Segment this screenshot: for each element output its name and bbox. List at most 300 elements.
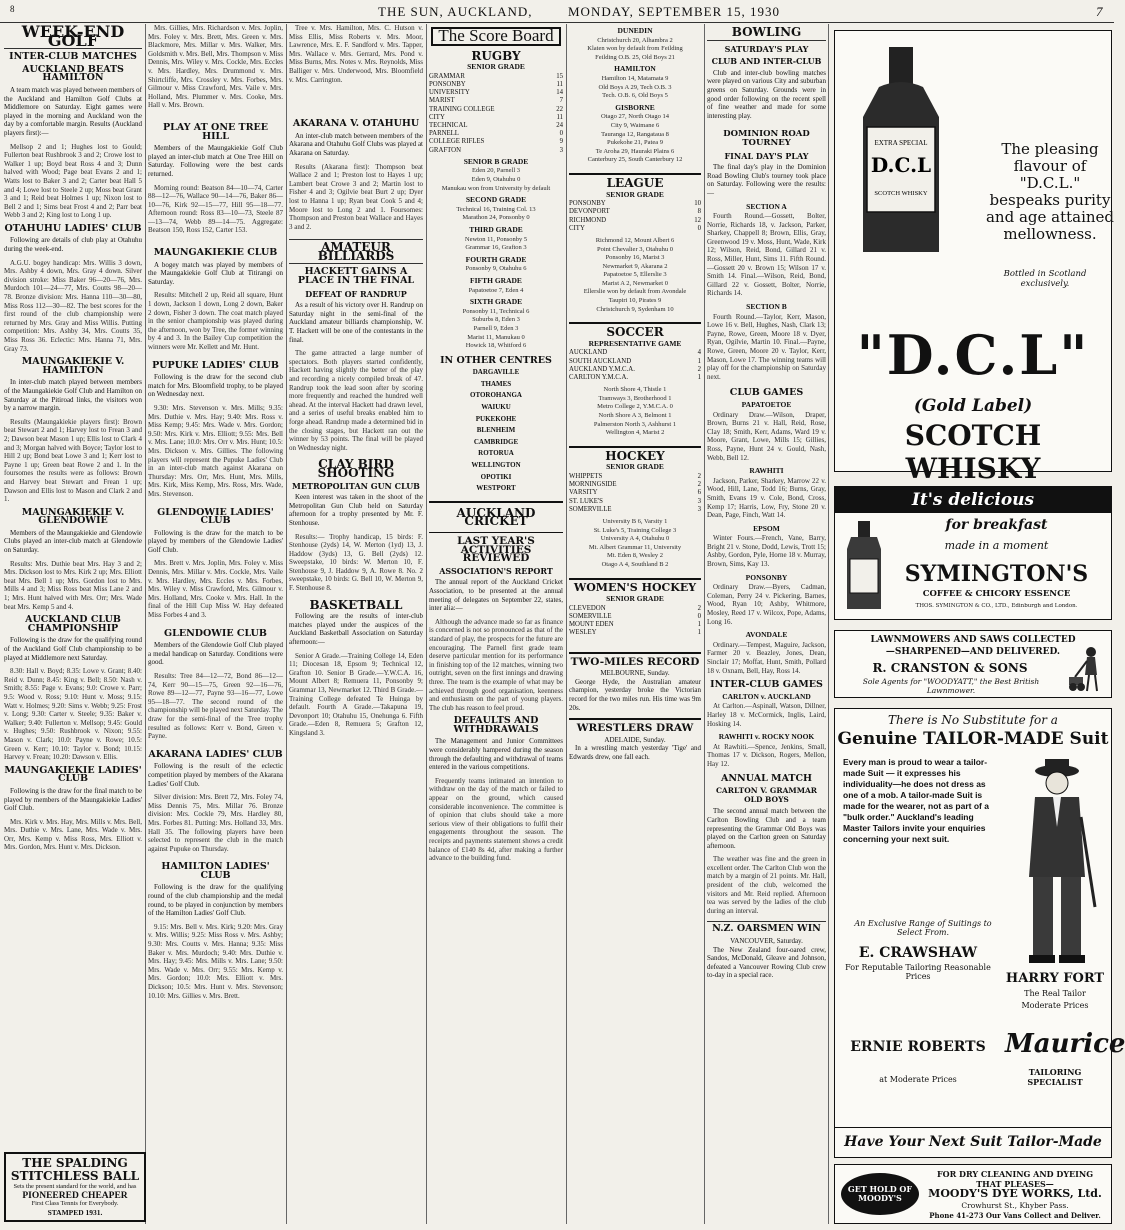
subhead-annual-match: ANNUAL MATCH — [720, 772, 813, 784]
column-rule — [145, 24, 146, 1224]
tailor-l2: Genuine TAILOR-MADE Suit — [837, 729, 1109, 749]
team-score: 3 — [697, 497, 701, 505]
subhead-final-day: FINAL DAY'S PLAY — [724, 150, 809, 161]
article-body: A team match was played between members of the Auckland and Hamilton Golf Clubs at Middlemore on Saturday. Eight games were played in the morning and Auckland won the day by a comfortable margin. Results (Auckland players first):— — [4, 85, 142, 137]
roberts-name: ERNIE ROBERTS — [850, 1039, 986, 1055]
article-body: Following is the draw for the second club match for Mrs. Bloomfield trophy, to be played on Wednesday next. — [148, 373, 283, 399]
article-body: An inter-club match between members of the Akarana and Otahuhu Golf Clubs was played at Akarana on Saturday. — [289, 131, 423, 157]
article-body: Club and inter-club bowling matches were played on various City and suburban greens on Saturday. Grounds were in good order following on the recent spell of fine weather and made for some interesting play. — [707, 68, 826, 120]
heading-rugby: RUGBY — [471, 48, 521, 63]
team-name: PONSONBY — [429, 80, 466, 88]
sub-senior: SENIOR GRADE — [606, 462, 664, 472]
subhead-carlton-grammar: CARLTON V. GRAMMAR OLD BOYS — [715, 786, 818, 804]
team-name: CITY — [569, 224, 585, 232]
article-filler: Results (Maungakiekie players first): Brown beat Stewart 2 and 1; Harvey lost to Frean 3 and 2; Dawson beat Mason 1 up; Ellis lost to Clark 4 and 3; Morgan halved with Boyce; Taylor lost to Hill 2 up; Bond beat Lowe 3 and 1; Kerr lost to Payne 1 up; Green beat Rowe 2 and 1. In the foursomes the results were as follows: Brown and Harvey beat Stewart and Frean 1 up; Dawson and Ellis lost to Mason and Clark 2 and 1. — [4, 417, 142, 504]
score-row — [429, 81, 563, 89]
heading-soccer: SOCCER — [569, 322, 701, 337]
team-score: 0 — [697, 224, 701, 232]
subhead-inter-club: INTER-CLUB MATCHES — [9, 51, 137, 63]
subhead-metropolitan: METROPOLITAN GUN CLUB — [292, 480, 420, 491]
tailor-footer: Have Your Next Suit Tailor-Made — [835, 1127, 1111, 1150]
dateline: VANCOUVER, Saturday. — [730, 937, 803, 946]
team-score: 12 — [694, 216, 701, 224]
sym-brand: SYMINGTON'S — [904, 561, 1089, 587]
sub-fourth: FOURTH GRADE — [465, 254, 527, 264]
team-name: MARIST — [429, 97, 455, 105]
sym-line3: made in a moment — [944, 539, 1049, 552]
subhead-maungakiekie-club: MAUNGAKIEKIE CLUB — [153, 247, 278, 259]
article-filler: 8.30: Hall v. Boyd; 8.35: Lowe v. Grant; 8.40: Reid v. Dunn; 8.45: King v. Bell; 8.50: Nash v. Smith; 8.55: Page v. Evans; 9.0: Crowe v. Parr; 9.5: Wood v. Ross; 9.10: Hunt v. Moss; 9.15: Watt v. Holmes; 9.20: Sims v. Webb; 9.25: Frost v. Long; 9.30: Carter v. Steele; 9.35: Baker v. Walker; 9.40: Fullerton v. Mellsop; 9.45: Gould v. Hughes; 9.50: Rushbrook v. Nixon; 9.55: Mason v. Clark; 10.0: Payne v. Rowe; 10.5: Green v. Kerr; 10.10: Taylor v. Bond; 10.15: Harvey v. Frean; 10.20: Dawson v. Ellis. — [4, 667, 142, 762]
club-epsom: EPSOM — [753, 523, 780, 533]
scoreboard-title: The Score Board — [431, 27, 561, 46]
place-gisborne: GISBORNE — [615, 102, 655, 112]
other-centres-list — [429, 368, 563, 493]
team-score: 24 — [556, 122, 563, 129]
maurice-name: Maurice — [1005, 1029, 1125, 1059]
article-body: Following is the draw for the qualifying round of the club championship and the medal round, to be played in conjunction by members of the Hamilton Ladies' Golf Club. — [148, 883, 283, 918]
article-filler: Mellsop 2 and 1; Hughes lost to Gould; Fullerton beat Rushbrook 3 and 2; Crowe lost to Walker 1 up; Boyd beat Ross 4 and 3; Dunn halved with Wood; Page beat Evans 2 and 1; Watts lost to Baker 3 and 2; Carter beat Hall 5 and 4; Lowe lost to Steele 2 up; Moss beat Grant 3 and 1; Reid beat Holmes 1 up; Nixon lost to Bell 2 and 1; Sims beat Frost 4 and 2; Parr beat Webb 3 and 2; King lost to Long 1 up. — [4, 142, 142, 220]
club-avondale: AVONDALE — [745, 630, 788, 640]
hockey-results — [569, 473, 701, 514]
sub-rawhiti-rocky: RAWHITI v. ROCKY NOOK — [718, 732, 815, 742]
headline-two-miles: TWO-MILES RECORD — [569, 652, 701, 667]
club-rawhiti: RAWHITI — [749, 466, 784, 476]
dcl-whisky-ad — [834, 30, 1115, 485]
column-rule — [828, 24, 829, 1224]
article-filler: Results (Akarana first): Thompson beat Wallace 2 and 1; Preston lost to Hayes 1 up; Lambert beat Crowe 3 and 2; Martin lost to Fisher 4 and 3; Ogilvie beat Burt 2 up; Dyer lost to Hanna 1 up; Ryan beat Cook 5 and 4; Moore lost to Long 2 and 1. Foursomes: Thompson and Preston beat Wallace and Hayes 3 and 2. — [289, 162, 423, 231]
score-row — [569, 481, 701, 489]
subhead-hamilton-ladies: HAMILTON LADIES' CLUB — [161, 861, 270, 881]
score-row — [429, 106, 563, 114]
symingtons-ad — [834, 486, 1112, 620]
article-filler: Ordinary Draw.—Wilson, Draper, Brown, Burns 21 v. Hall, Reid, Rose, Clay 18; Smith, Kerr, Adams, Ward 19 v. Moore, Grant, Lowe, Mills 15; Gillies, Ross, Payne, Hunt 24 v. Gould, Nash, Webb, Bell 12. — [707, 410, 826, 462]
result-line: Hamilton 14, Matamata 9 Old Boys A 29, Tech O.B. 3 Tech. O.B. 6, Old Boys 5 — [598, 74, 672, 100]
headline-wrestlers: WRESTLERS DRAW — [569, 718, 701, 733]
sub-senior: SENIOR GRADE — [467, 62, 525, 72]
column-rule — [426, 24, 427, 1224]
heading-league: LEAGUE — [569, 173, 701, 188]
team-score: 6 — [697, 489, 701, 497]
article-filler: Fourth Round.—Gossett, Bolter, Norrie, Richards 18, v. Jackson, Parker, Sharkey, Chappell 8; Brown, Ellis, Gray, Greenwood 19 v. Moss, Hunt, Wade, Kirk 12; Wilson, Reid, Bond, Gillard 21 v. Ross, Miller, Hunt, Sims 11. Fifth Round.—Gossett 20 v. Brown 15; Wilson 17 v. Smith 14. Final.—Wilson, Reid, Bond, Gillard 22 v. Gossett, Bolter, Norrie, Richards 14. — [707, 212, 826, 298]
other-centre-name: BLENHEIM — [476, 426, 516, 435]
team-name: SOUTH AUCKLAND — [569, 357, 632, 365]
team-name: CITY — [429, 113, 445, 121]
article-filler: Fourth Round.—Taylor, Kerr, Mason, Lowe 16 v. Bell, Hughes, Nash, Clark 13; Payne, Rowe, Green, Moore 18 v. Dyer, Ryan, Ogilvie, Martin 10. Final.—Payne, Rowe, Green, Moore 20 v. Taylor, Kerr, Mason, Lowe 17. The winning teams will play off for the championship on Saturday next. — [707, 312, 826, 381]
article-filler: At Rawhiti.—Spence, Jenkins, Small, Thomas 17 v. Dickson, Rogers, Mellon, Hay 12. — [707, 742, 826, 768]
subhead-akarana-ladies: AKARANA LADIES' CLUB — [148, 748, 283, 760]
team-name: UNIVERSITY — [429, 89, 470, 97]
dcl-brand: "D.C.L" — [856, 323, 1090, 387]
article-body: As a result of his victory over H. Randrup on Saturday night in the semi-final of the Auckland amateur billiards championship, W. T. Hackett will be one of the contestants in the final. — [289, 301, 423, 344]
moodys-l3: Crowhurst St., Khyber Pass. — [961, 1201, 1069, 1210]
team-score: 8 — [697, 208, 701, 216]
other-centre-name: WESTPORT — [476, 484, 516, 493]
team-name: VARSITY — [569, 489, 598, 497]
column-golf-clubs — [148, 24, 283, 1226]
team-name: AUCKLAND Y.M.C.A. — [569, 365, 635, 373]
subhead-auckland-championship: AUCKLAND CLUB CHAMPIONSHIP — [25, 614, 121, 634]
column-rule — [566, 24, 567, 1224]
result-line: Richmond 12, Mount Albert 6 Point Chevalier 3, Otahuhu 0 Ponsonby 16, Marist 3 Newmarket 9, Akarana 2 Papatoetoe 5, Ellerslie 3 Marist A 2, Newmarket 0 Ellerslie won by default from Avondale Taupiri 10, Pirates 9 Christchurch 9, Sydenham 10 — [583, 236, 687, 313]
subhead-one-tree-hill: PLAY AT ONE TREE HILL — [163, 121, 268, 142]
sub-senior: SENIOR GRADE — [606, 594, 664, 604]
label-mid: D.C.L — [870, 153, 932, 177]
article-body: The final day's play in the Dominion Road Bowling Club's tourney took place on Saturday. Following were the results:— — [707, 163, 826, 197]
team-score: 1 — [697, 374, 701, 382]
lawnmower-man-icon — [1069, 645, 1107, 693]
headline-oarsmen: N.Z. OARSMEN WIN — [707, 921, 826, 934]
score-row — [569, 489, 701, 497]
result-line: Eden 20, Parnell 3 Eden 9, Otahuhu 0 Manukau won from University by default — [441, 167, 551, 192]
score-row — [429, 114, 563, 122]
other-centre-name: CAMBRIDGE — [473, 437, 519, 446]
maurice-sub: TAILORING SPECIALIST — [1027, 1067, 1083, 1087]
article-body: The second annual match between the Carlton Bowling Club and a team representing the Grammar Old Boys was played on the Carlton green on Saturday afternoon. — [707, 807, 826, 850]
score-row — [569, 200, 701, 208]
place-hamilton: HAMILTON — [614, 64, 656, 74]
column-rule — [704, 24, 705, 1224]
team-name: MOUNT EDEN — [569, 621, 614, 629]
team-name: AUCKLAND — [569, 349, 608, 357]
subhead-association-report: ASSOCIATION'S REPORT — [439, 565, 553, 576]
score-row — [569, 208, 701, 216]
team-score: 22 — [556, 105, 563, 113]
article-body: Following are details of club play at Otahuhu during the week-end. — [4, 236, 142, 254]
subhead-pupuke-ladies: PUPUKE LADIES' CLUB — [152, 359, 279, 371]
article-body: Following is the draw for the final match to be played by members of the Maungakiekie Ladies' Golf Club. — [4, 786, 142, 813]
other-centre-name: DARGAVILLE — [472, 368, 520, 377]
article-filler: Mrs. Gillies, Mrs. Richardson v. Mrs. Joplin, Mrs. Foley v. Mrs. Brett, Mrs. Green v. Mrs. Blackmore, Mrs. Millar v. Mrs. Walker, Mrs. Goldsmith v. Mrs. Bell, Mrs. Thompson v. Miss Dennis, Mrs. Wiley v. Mrs. Cockle, Mrs. Eccles v. Mrs. Hardley, Mrs. Drummond v. Mrs. Shirtcliffe, Mrs. Crossley v. Mrs. Forbes, Mrs. Gilmour v. Miss Crawford, Mrs. Vaile v. Mrs. Holland, Mrs. Plummer v. Mrs. Cooke, Mrs. Hall v. Mrs. Brown. — [148, 24, 283, 110]
dcl-bottled: Bottled in Scotland exclusively. — [1003, 269, 1087, 289]
team-score: 7 — [559, 97, 563, 105]
other-centre-name: OTOROHANGA — [470, 391, 522, 400]
headline-weekend-golf: WEEK-END GOLF — [4, 28, 142, 49]
masthead-title: THE SUN, AUCKLAND, — [378, 4, 533, 19]
team-score: 4 — [697, 349, 701, 357]
article-body: Members of the Maungakiekie Golf Club played an inter-club match at One Tree Hill on Saturday. Following were the best cards returned. — [148, 144, 283, 178]
subhead-hackett: HACKETT GAINS A PLACE IN THE FINAL — [297, 266, 415, 287]
sub-representative: REPRESENTATIVE GAME — [588, 338, 682, 348]
team-name: TRAINING COLLEGE — [429, 105, 495, 113]
column-scoreboard — [429, 24, 563, 1226]
sub-sixth: SIXTH GRADE — [469, 297, 523, 307]
team-score: 2 — [697, 473, 701, 480]
score-row — [429, 130, 563, 138]
score-row — [569, 374, 701, 382]
dcl-scotch: SCOTCH WHISKY — [904, 419, 1042, 485]
dcl-gold-label: (Gold Label) — [913, 396, 1033, 416]
team-name: RICHMOND — [569, 216, 607, 224]
article-filler: Ordinary Draw.—Byers, Cadman, Coleman, Perry 24 v. Pickering, Barnes, Wood, Ryan 10; Ashby, Whitmore, Mosley, Reed 17 v. Wilcox, Pope, Adams, Long 16. — [707, 583, 826, 626]
place-dunedin: DUNEDIN — [617, 26, 653, 35]
article-body: George Hyde, the Australian amateur champion, yesterday broke the Victorian record for the two miles run. His time was 9m 20s. — [569, 677, 701, 712]
headline-bowling: BOWLING — [707, 28, 826, 41]
team-name: MORNINGSIDE — [569, 481, 617, 489]
suited-man-illustration — [1007, 757, 1105, 967]
article-body: Following are the results of inter-club matches played under the auspices of the Auckland Basketball Association on Saturday afternoon:— — [289, 612, 423, 647]
article-body: The annual report of the Auckland Cricket Association, to be presented at the annual meeting of delegates on September 22, states, inter alia:— — [429, 578, 563, 613]
team-score: 11 — [556, 113, 563, 121]
score-row — [429, 89, 563, 97]
subhead-club-games: CLUB GAMES — [729, 387, 804, 399]
other-centre-name: ROTORUA — [478, 449, 514, 458]
other-centre-name: WELLINGTON — [471, 461, 521, 470]
result-line: Ponsonby 9, Otahuhu 6 — [465, 265, 527, 273]
other-centre-name: PUKEKOHE — [475, 414, 517, 423]
score-row — [429, 97, 563, 105]
score-row — [569, 498, 701, 506]
article-body: Keen interest was taken in the shoot of the Metropolitan Gun Club held on Saturday afternoon for a trophy presented by Mr. F. Stenhouse. — [289, 493, 423, 527]
team-name: GRAMMAR — [429, 72, 465, 80]
article-filler: Results: Mrs. Duthie beat Mrs. Hay 3 and 2; Mrs. Dickson lost to Mrs. Kirk 2 up; Mrs. Elliott beat Mrs. Bell 1 up; Mrs. Gordon lost to Mrs. Mills 4 and 3; Miss Ross beat Miss Lane 2 and 1; Mrs. Hunt halved with Mrs. Orr; Mrs. Wade beat Mrs. Kemp 5 and 4. — [4, 559, 142, 611]
article-filler: Senior A Grade.—Training College 14, Eden 11; Diocesan 18, Epsom 9; Technical 12, Grafton 10. Senior B Grade.—Y.W.C.A. 16, Mount Albert 8; Remuera 11, Ponsonby 9; Grammar 13, Newmarket 12. Third B Grade.—Training College defeated Te Huinga by default. Fourth A Grade.—Takapuna 19, Devonport 10; Otahuhu 15, Onehunga 6. Fifth Grade.—Eden 8, Remuera 5; Grafton 12, Kingsland 3. — [289, 651, 423, 737]
lawn-l3: R. CRANSTON & SONS — [872, 661, 1028, 675]
column-bowling — [707, 24, 826, 1226]
sub-third: THIRD GRADE — [469, 224, 523, 234]
moodys-l4: Phone 41-273 Our Vans Collect and Deliver. — [929, 1211, 1101, 1220]
masthead-left: 8 — [10, 4, 16, 14]
article-filler: Tree v. Mrs. Hamilton, Mrs. C. Hutson v. Miss Ellis, Miss Roberts v. Mrs. Moor, Lawrence, Mrs. E. F. Sandford v. Mrs. Tapper, Mrs. Wallace v. Mrs. Gerrard, Mrs. Pond v. Miss Burns, Mrs. Notes v. Mrs. Reynolds, Miss Balliger v. Mrs. Underwood, Mrs. Bloomfield v. Mrs. Carrington. — [289, 24, 423, 84]
score-row — [569, 349, 701, 357]
spalding-line1: Sets the present standard for the world, and has — [13, 1183, 137, 1190]
score-row — [569, 473, 701, 481]
moodys-badge: GET HOLD OF MOODY'S — [841, 1173, 919, 1215]
team-score: 2 — [697, 604, 701, 612]
article-body: Members of the Glendowie Golf Club played a medal handicap on Saturday. Conditions were good. — [148, 641, 283, 667]
headline-clay-bird: CLAY BIRD SHOOTING — [317, 457, 395, 480]
team-score: 0 — [559, 130, 563, 138]
article-body: The Management and Junior Committees were considerably hampered during the season through the defaulting and withdrawal of teams entered in the various competitions. — [429, 737, 563, 772]
team-score: 15 — [556, 72, 563, 80]
subhead-defaults: DEFAULTS AND WITHDRAWALS — [453, 715, 539, 735]
subhead-saturday-play: SATURDAY'S PLAY — [724, 43, 809, 54]
article-filler: Frequently teams intimated an intention to withdraw on the day of the match or failed to appear on the ground, which caused considerable inconvenience. The committee is of opinion that clubs should take a more serious view of their obligations to fulfil their engagements throughout the season. The receipts and payments statement shows a credit balance of £140 8s 4d, after making a further advance to the building fund. — [429, 776, 563, 863]
cranston-lawnmower-ad — [834, 630, 1112, 698]
team-score: 0 — [697, 612, 701, 620]
score-row — [569, 217, 701, 225]
subhead-akarana-otahuhu: AKARANA V. OTAHUHU — [292, 118, 420, 130]
article-body: Members of the Maungakiekie and Glendowie Clubs played an inter-club match at Glendowie on Saturday. — [4, 528, 142, 555]
score-row — [569, 605, 701, 613]
column-rule — [286, 24, 287, 1224]
result-line: North Shore 4, Thistle 1 Tramways 3, Brotherhood 1 Metro College 2, Y.M.C.A. 0 North Shore A 3, Belmont 1 Palmerston North 3, Ashhurst 1 Wellington 4, Marist 2 — [593, 386, 677, 437]
team-score: 11 — [556, 80, 563, 88]
sym-brand-sub: COFFEE & CHICORY ESSENCE — [922, 589, 1071, 599]
team-name: SOMERVILLE — [569, 505, 612, 513]
moodys-l2: MOODY'S DYE WORKS, Ltd. — [928, 1187, 1102, 1200]
team-score: 3 — [559, 146, 563, 154]
article-body: The New Zealand four-oared crew, Sandos, McDonald, Gleave and Johnson, defeated a Vancouver Rowing Club crew to-day in a special race. — [707, 945, 826, 980]
soccer-results — [569, 349, 701, 382]
article-filler: Jackson, Parker, Sharkey, Marrow 22 v. Wood, Hill, Lane, Todd 16; Burns, Gray, Smith, Evans 19 v. Cole, Bond, Cross, Kemp 17; Harris, Low, Fry, Stone 20 v. Dean, Page, Finch, Watt 14. — [707, 476, 826, 520]
sub-second: SECOND GRADE — [465, 195, 527, 205]
score-row — [569, 366, 701, 374]
team-name: DEVONPORT — [569, 208, 610, 216]
article-filler: Results: Tree 84—12—72, Bond 86—12—74, Kerr 90—15—75, Green 92—16—76, Rowe 89—12—77, Payne 93—16—77, Lowe 95—18—77. The second round of the championship will be played next Saturday. The draw for the semi-final of the Tree trophy resulted as follows: Kerr v. Bond, Green v. Payne. — [148, 672, 283, 741]
heading-womens-hockey: WOMEN'S HOCKEY — [569, 578, 701, 593]
subhead-auckland-beats: AUCKLAND BEATS HAMILTON — [22, 63, 124, 84]
lawn-l4: Sole Agents for "WOODYATT," the Best British Lawnmower. — [862, 677, 1040, 695]
dcl-tagline: The pleasing flavour of "D.C.L." bespeaks purity and age attained mellowness. — [985, 140, 1115, 243]
subhead-maungakiekie-hamilton: MAUNGAKIEKIE V. HAMILTON — [21, 356, 125, 376]
article-filler: Ordinary.—Tempest, Maguire, Jackson, Farmer 20 v. Beazley, Jones, Dean, Sinclair 17; Moffat, Hunt, Smith, Pollard 18 v. Oxnam, Bell, Hay, Ross 14. — [707, 640, 826, 675]
heading-other-centres: IN OTHER CENTRES — [440, 354, 552, 366]
article-filler: 9.15: Mrs. Bell v. Mrs. Kirk; 9.20: Mrs. Gray v. Mrs. Willis; 9.25: Miss Ross v. Mrs. Ashby; 9.30: Mrs. Coutts v. Mrs. Hanna; 9.35: Miss Baker v. Mrs. Murdoch; 9.40: Mrs. Duthie v. Mrs. Hay; 9.45: Mrs. Mills v. Mrs. Lane; 9.50: Mrs. Wade v. Mrs. Orr; 9.55: Mrs. Kemp v. Mrs. Gordon; 10.0: Mrs. Elliott v. Mrs. Dickson; 10.5: Mrs. Hunt v. Mrs. Stevenson; 10.10: Mrs. Gillies v. Mrs. Brett. — [148, 922, 283, 1000]
subhead-glendowie-ladies: GLENDOWIE LADIES' CLUB — [157, 506, 274, 527]
result-line: Newton 11, Ponsonby 5 Grammar 16, Grafton 3 — [464, 235, 528, 252]
subhead-club-inter-club: CLUB AND INTER-CLUB — [711, 56, 822, 67]
score-row — [429, 73, 563, 81]
masthead-date: MONDAY, SEPTEMBER 15, 1930 — [568, 4, 781, 19]
club-ponsonby: PONSONBY — [745, 572, 788, 582]
dateline: MELBOURNE, Sunday. — [600, 669, 670, 678]
score-row — [429, 138, 563, 146]
whisky-bottle-illustration — [849, 47, 953, 257]
sub-fifth: FIFTH GRADE — [470, 275, 522, 285]
article-body: In a wrestling match yesterday 'Tige' and Edwards drew, one fall each. — [569, 744, 701, 761]
article-body: Following is the draw for the match to be played by members of the Glendowie Ladies' Golf Club. — [148, 528, 283, 554]
result-line: University B 6, Varsity 1 St. Luke's 5, Training College 3 University A 4, Otahuhu 0 Mt. Albert Grammar 11, University Mt. Eden 8, Wesley 2 Otago A 4, Southland B 2 — [588, 518, 682, 568]
other-centre-name: WAIUKU — [481, 403, 511, 412]
label-top: EXTRA SPECIAL — [874, 139, 928, 147]
masthead — [0, 0, 1114, 23]
article-filler: The game attracted a large number of spectators. Both players started confidently, Hackett having slightly the better of the play and recording a nicely compiled break of 47. Randrup took the lead soon after by scoring more frequently and reached the hundred well ahead. At the interval Hackett had drawn level, and a series of useful breaks enabled him to forge ahead. Randrup made a determined bid in the closing stages, but Hackett ran out the winner by 53 points. The final will be played on Wednesday night. — [289, 349, 423, 452]
other-centre-name: OPOTIKI — [480, 472, 512, 481]
crawshaw-name: E. CRAWSHAW — [858, 945, 978, 961]
score-row — [569, 225, 701, 233]
team-score: 1 — [697, 621, 701, 629]
team-name: CLEVEDON — [569, 604, 606, 612]
article-body: Following is the draw for the qualifying round of the Auckland Golf Club championship to be played at Middlemore next Saturday. — [4, 636, 142, 662]
sub-section-b: SECTION B — [746, 302, 787, 312]
masthead-page: 7 — [1096, 4, 1104, 19]
headline-basketball: BASKETBALL — [309, 597, 403, 612]
score-row — [569, 358, 701, 366]
article-filler: Silver division: Mrs. Brett 72, Mrs. Foley 74, Miss Dennis 75, Mrs. Millar 76. Bronze division: Mrs. Cockle 79, Mrs. Hardley 80, Mrs. Forbes 81. Putting: Mrs. Holland 33, Mrs. Hall 35. The following players have been selected to represent the club in the match against Pupuke on Thursday. — [148, 793, 283, 853]
article-filler: Results: Mitchell 2 up, Reid all square, Hunt 1 down, Jackson 1 down, Long 2 down, Baker 2 down, Fisher 3 down. The coat match played in the senior championship was played during the afternoon, won by Tree, the former winning by 4 and 3. In the Bailey Cup competition the winners were Mr. Kellett and Mr. Hunt. — [148, 291, 283, 351]
result-line: Ponsonby 11, Technical 6 Suburbs 8, Eden 3 Parnell 9, Eden 3 Marist 11, Manukau 0 Howick 18, Whitford 6 — [462, 307, 530, 350]
team-score: 1 — [697, 357, 701, 365]
headline-amateur-billiards: AMATEUR BILLIARDS — [289, 239, 423, 264]
sym-maker: THOS. SYMINGTON & CO., LTD., Edinburgh and London. — [915, 603, 1078, 609]
score-row — [429, 122, 563, 130]
womens-hockey-results — [569, 605, 701, 638]
moodys-l1: FOR DRY CLEANING AND DYEING THAT PLEASES— — [936, 1169, 1094, 1189]
result-line: Papatoetoe 7, Eden 4 — [468, 286, 524, 294]
team-score: 2 — [697, 481, 701, 489]
spalding-line4: STAMPED 1931. — [47, 1207, 103, 1217]
subhead-defeat-randrup: DEFEAT OF RANDRUP — [305, 288, 407, 299]
article-filler: Winter Fours.—French, Vane, Barry, Bright 21 v. Stone, Dodd, Lewis, Trott 15; Ashby, Gordon, Pyle, Horne 18 v. Murray, Brown, Sims, Kay 13. — [707, 534, 826, 569]
team-name: PARNELL — [429, 130, 459, 138]
headline-auckland-cricket: AUCKLAND CRICKET — [456, 505, 536, 529]
article-filler: The weather was fine and the green in excellent order. The Carlton Club won the match by a margin of 21 points. Mr. Hall, president of the club, welcomed the visitors and Mr. Reid replied. Afternoon tea was served by the ladies of the club during an interval. — [707, 855, 826, 915]
spalding-line3: First Class Tennis for Everybody. — [31, 1200, 119, 1208]
team-name: PONSONBY — [569, 200, 606, 208]
team-name: WESLEY — [569, 629, 597, 637]
lawn-l1: LAWNMOWERS AND SAWS COLLECTED — [870, 635, 1076, 645]
tailor-exclusive: An Exclusive Range of Suitings to Select From. — [854, 919, 992, 937]
label-bottom: SCOTCH WHISKY — [874, 190, 928, 197]
essence-bottle-icon — [841, 521, 887, 611]
fort-sub: The Real Tailor — [1024, 989, 1086, 998]
team-score: 1 — [697, 629, 701, 637]
team-name: ST. LUKE'S — [569, 497, 603, 505]
article-filler: Mrs. Kirk v. Mrs. Hay, Mrs. Mills v. Mrs. Bell, Mrs. Duthie v. Mrs. Lane, Mrs. Wade v. Mrs. Orr, Mrs. Kemp v. Miss Ross, Mrs. Elliott v. Mrs. Gordon, Mrs. Hunt v. Mrs. Dickson. — [4, 817, 142, 852]
league-results — [569, 200, 701, 233]
dateline: ADELAIDE, Sunday. — [604, 735, 666, 744]
score-row — [569, 613, 701, 621]
sym-headline: It's delicious — [835, 487, 1111, 513]
article-body: Following is the result of the eclectic competition played by members of the Akarana Ladies' Golf Club. — [148, 762, 283, 788]
team-score: 3 — [697, 505, 701, 513]
column-results — [569, 24, 701, 1226]
sub-section-a: SECTION A — [746, 201, 787, 211]
tailor-body: Every man is proud to wear a tailor-made Suit — it expresses his individuality—he does not dress as one of a mob. A tailor-made Suit is made for the wearer, not as part of a "bulk order." Auckland's leading Master Tailors invite your enquiries concerning your next suit. — [843, 757, 989, 844]
team-name: TECHNICAL — [429, 122, 468, 129]
team-name: CARLTON Y.M.C.A. — [569, 374, 629, 382]
article-filler: 9.30: Mrs. Stevenson v. Mrs. Mills; 9.35: Mrs. Duthie v. Mrs. Hay; 9.40: Mrs. Ross v. Miss Kemp; 9.45: Mrs. Wade v. Mrs. Gordon; 9.50: Mrs. Kirk v. Mrs. Elliott; 9.55: Mrs. Bell v. Mrs. Lane; 10.0: Mrs. Orr v. Mrs. Hunt; 10.5: Mrs. Dickson v. Mrs. Gillies. The following players will represent the Pupuke Ladies' Club in an inter-club match against Akarana on Thursday: Mrs. Orr, Mrs. Hunt, Mrs. Mills, Mrs. Kirk, Miss Kemp, Mrs. Ross, Mrs. Wade, Mrs. Stevenson. — [148, 403, 283, 498]
article-filler: At Carlton.—Aspinall, Watson, Dillner, Harley 18 v. McCormick, Inglis, Laird, Hosking 14. — [707, 702, 826, 728]
score-row — [569, 506, 701, 514]
fort-name: HARRY FORT — [1005, 971, 1105, 986]
team-score: 2 — [697, 365, 701, 373]
team-name: COLLEGE RIFLES — [429, 138, 485, 146]
score-row — [569, 629, 701, 637]
team-score: 14 — [556, 89, 563, 97]
sym-line2: for breakfast — [945, 517, 1048, 533]
article-body: A bogey match was played by members of the Maungakiekie Golf Club at Titirangi on Saturday. — [148, 260, 283, 286]
fort-sub2: Moderate Prices — [1021, 1001, 1089, 1010]
tailor-made-suit-ad — [834, 708, 1125, 1158]
roberts-sub: at Moderate Prices — [879, 1075, 957, 1084]
subhead-inter-club-games: INTER-CLUB GAMES — [710, 679, 823, 691]
result-line: Christchurch 20, Alhambra 2 Klaten won by default from Feilding Feilding O.B. 25, Old Boys 21 — [587, 36, 683, 61]
tailor-l1: There is No Substitute for a — [888, 713, 1058, 727]
score-row — [429, 147, 563, 155]
subhead-glendowie-club: GLENDOWIE CLUB — [164, 627, 267, 639]
article-filler: Morning round: Beatson 84—10—74, Carter 88—12—76, Wallace 90—14—76, Baker 86—10—76, Kirk 92—15—77, Hill 95—18—77. Afternoon round: Ross 83—10—73, Steele 87—13—74, Webb 89—14—75. Aggregate: Beatson 150, Ross 152, Carter 153. — [148, 183, 283, 235]
sub-carlton-auckland: CARLTON v. AUCKLAND — [722, 691, 811, 701]
team-name: WHIPPETS — [569, 473, 603, 480]
subhead-cricket-review: LAST YEAR'S ACTIVITIES REVIEWED — [457, 535, 535, 565]
lawn-l2: —SHARPENED—AND DELIVERED. — [885, 647, 1061, 657]
crawshaw-sub: For Reputable Tailoring Reasonable Prices — [845, 963, 991, 981]
column-sports — [289, 24, 423, 1226]
rugby-results — [429, 73, 563, 155]
moodys-dye-works-ad — [834, 1164, 1112, 1224]
heading-hockey: HOCKEY — [569, 446, 701, 461]
subhead-otahuhu-ladies: OTAHUHU LADIES' CLUB — [4, 222, 142, 234]
sub-senior: SENIOR GRADE — [606, 189, 664, 199]
article-filler: A.G.U. bogey handicap: Mrs. Willis 3 down, Mrs. Ashby 4 down, Mrs. Gray 4 down. Silver division stroke: Miss Baker 96—20—76, Mrs. Murdoch 101—24—77, Mrs. Coutts 98—20—78. Bronze division: Mrs. Hanna 110—30—80, Miss Ross 112—30—82. The best scores for the first round of the club championship were returned by Mrs. Gray and Miss Willis. Putting competition: Mrs. Ashby 34, Mrs. Coutts 35, Miss Ross 36. Eclectic: Mrs. Hanna 71, Mrs. Gray 73. — [4, 258, 142, 353]
sub-senior-b: SENIOR B GRADE — [463, 156, 529, 166]
team-name: GRAFTON — [429, 146, 461, 154]
article-filler: Mrs. Brett v. Mrs. Joplin, Mrs. Foley v. Miss Dennis, Mrs. Millar v. Mrs. Cockle, Mrs. Vaile v. Mrs. Hardley, Mrs. Eccles v. Mrs. Forbes, Mrs. Wiley v. Miss Crawford, Mrs. Gilmour v. Mrs. Holland, Mrs. Cooke v. Mrs. Hall. In the final of the Hill Cup Miss W. Hay defeated Miss Forbes 4 and 3. — [148, 559, 283, 620]
spalding-ad — [4, 1152, 146, 1222]
spalding-line2: PIONEERED CHEAPER — [22, 1190, 128, 1201]
subhead-maungakiekie-glendowie: MAUNGAKIEKIE V. GLENDOWIE — [21, 506, 125, 527]
result-line: Otago 27, North Otago 14 City 9, Waimane 6 Tauranga 12, Rangataua 8 Pukekohe 21, Patea 9 Te Aroha 29, Hauraki Plains 6 Canterbury 25, South Canterbury 12 — [587, 113, 683, 164]
spalding-title: THE SPALDING STITCHLESS BALL — [10, 1156, 140, 1183]
score-row — [569, 621, 701, 629]
column-golf — [4, 24, 142, 1226]
other-centre-name: THAMES — [480, 379, 512, 388]
article-filler: Results:— Trophy handicap, 15 birds: F. Stenhouse (2yds) 14, W. Merton (1yd) 13, J. Haddow (3yds) 13, G. Bell (2yds) 12. Sweepstake, 10 birds: W. Merton 10, F. Stenhouse 9, J. Haddow 9, A. Rowe 8. No. 2 sweepstake, 10 birds: G. Bell 10, W. Merton 9, F. Stenhouse 8. — [289, 532, 423, 593]
team-score: 10 — [694, 200, 701, 208]
result-line: Technical 16, Training Col. 13 Marathon 24, Ponsonby 0 — [456, 205, 536, 222]
subhead-dominion-road: DOMINION ROAD TOURNEY — [723, 129, 810, 148]
